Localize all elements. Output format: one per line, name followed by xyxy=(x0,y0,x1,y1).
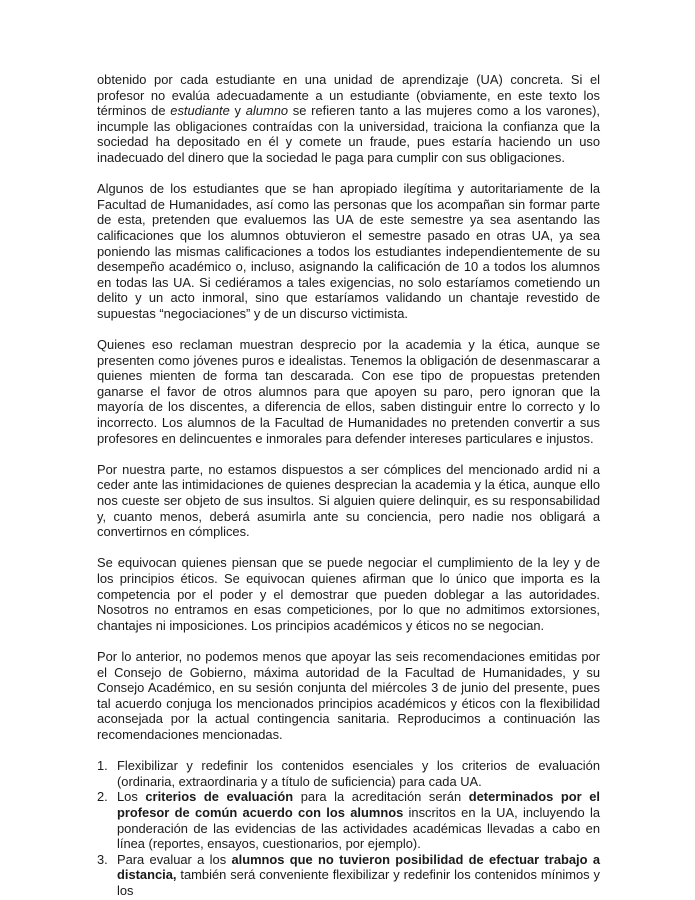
text-run: inscritos en la UA, incluyendo la ponderación de las evidencias de las actividades académicas llevadas a cabo en línea (reportes, ensayos, cuestionarios, por ejemplo). xyxy=(117,804,600,852)
paragraph xyxy=(97,72,600,166)
text-run: Algunos de los estudiantes que se han apropiado ilegítima y autoritariamente de la Facultad de Humanidades, así como las personas que los acompañan sin formar parte de esta, pretenden que evaluemos las UA de este semestre ya sea asentando las calificaciones que los alumnos obtuvieron el semestre pasado en otras UA, ya sea poniendo las mismas calificaciones a todos los estudiantes independientemente de su desempeño académico o, incluso, asignando la calificación de 10 a todos los alumnos en todas las UA. Si cediéramos a tales exigencias, no solo estaríamos cometiendo un delito y un acto inmoral, sino que estaríamos validando un chantaje revestido de supuestas “negociaciones” y de un discurso victimista. xyxy=(97,181,600,321)
paragraph xyxy=(97,649,600,743)
text-run: se refieren tanto a las mujeres como a los varones), incumple las obligaciones contraídas con la universidad, traiciona la confianza que la sociedad ha depositado en él y comete un fraude, pues estaría haciendo un uso inadecuado del dinero que la sociedad le paga para cumplir con sus obligaciones. xyxy=(97,103,600,165)
item-number: 1. xyxy=(97,758,108,774)
paragraph xyxy=(97,555,600,633)
paragraph xyxy=(97,337,600,446)
text-run: Para evaluar a los xyxy=(117,851,232,867)
text-run: Los xyxy=(117,789,146,805)
item-number: 2. xyxy=(97,789,108,805)
text-run: también será conveniente flexibilizar y redefinir los contenidos mínimos y los xyxy=(117,867,600,898)
bold-text-run: criterios de evaluación xyxy=(145,789,294,805)
text-run: Por nuestra parte, no estamos dispuestos a ser cómplices del mencionado ardid ni a ceder ante las intimidaciones de quienes desprecian la academia y la ética, aunque ello nos cueste ser objeto de sus insultos. Si alguien quiere delinquir, es su responsabilidad y, cuanto menos, deberá asumirla ante su conciencia, pero nadie nos obligará a convertirnos en cómplices. xyxy=(97,461,600,540)
text-run: Por lo anterior, no podemos menos que apoyar las seis recomendaciones emitidas por el Consejo de Gobierno, máxima autoridad de la Facultad de Humanidades, y su Consejo Académico, en su sesión conjunta del miércoles 3 de junio del presente, pues tal acuerdo conjuga los mencionados principios académicos y éticos con la flexibilidad aconsejada por la actual contingencia sanitaria. Reproducimos a continuación las recomendaciones mencionadas. xyxy=(97,648,600,742)
body-text xyxy=(97,72,600,743)
document-page xyxy=(97,72,600,898)
text-run: para la acreditación serán xyxy=(293,789,469,805)
bold-text-run: alumnos que no tuvieron posibilidad de efectuar trabajo a distancia, xyxy=(117,851,600,883)
paragraph xyxy=(97,462,600,540)
text-run: y xyxy=(229,103,246,119)
text-run: Quienes eso reclaman muestran desprecio por la academia y la ética, aunque se presenten como jóvenes puros e idealistas. Tenemos la obligación de desenmascarar a quienes mienten de forma tan descarada. Con ese tipo de propuestas pretenden ganarse el favor de otros alumnos para que apoyen su paro, pero ignoran que la mayoría de los discentes, a diferencia de ellos, saben distinguir entre lo correcto y lo incorrecto. Los alumnos de la Facultad de Humanidades no pretenden convertir a sus profesores en delincuentes e inmorales para defender intereses particulares e injustos. xyxy=(97,337,600,446)
paragraph xyxy=(97,181,600,321)
text-run: Flexibilizar y redefinir los contenidos esenciales y los criterios de evaluación (ordinaria, extraordinaria y a título de suficiencia) para cada UA. xyxy=(117,758,600,789)
italic-text-run: alumno xyxy=(245,103,289,119)
recommendations-list xyxy=(97,758,600,898)
item-number: 3. xyxy=(97,851,108,867)
recommendation-item xyxy=(97,758,600,789)
recommendation-item xyxy=(97,852,600,899)
recommendation-item xyxy=(97,789,600,851)
italic-text-run: estudiante xyxy=(170,103,230,119)
text-run: obtenido por cada estudiante en una unidad de aprendizaje (UA) concreta. Si el profesor no evalúa adecuadamente a un estudiante (obviamente, en este texto los términos de xyxy=(97,72,600,119)
bold-text-run: determinados por el profesor de común acuerdo con los alumnos xyxy=(117,789,600,820)
text-run: Se equivocan quienes piensan que se puede negociar el cumplimiento de la ley y de los principios éticos. Se equivocan quienes afirman que lo único que importa es la competencia por el poder y el demostrar que pueden doblegar a las autoridades. Nosotros no entramos en esas competiciones, por lo que no admitimos extorsiones, chantajes ni imposiciones. Los principios académicos y éticos no se negocian. xyxy=(97,555,600,633)
